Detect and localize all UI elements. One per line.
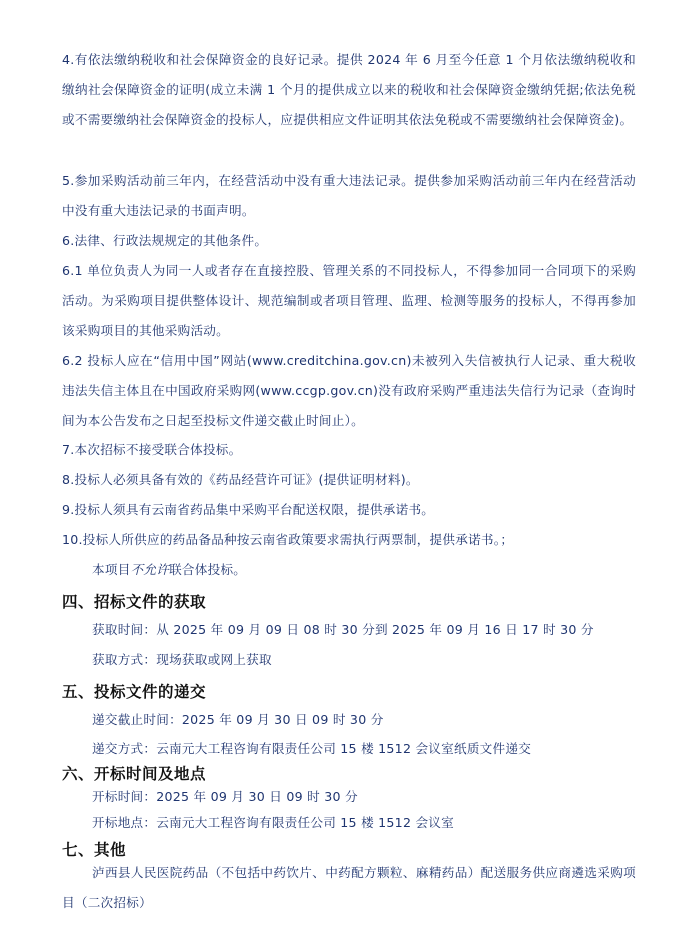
submission-deadline: 递交截止时间：2025 年 09 月 30 日 09 时 30 分 xyxy=(92,712,384,727)
section-7-heading: 七、其他 xyxy=(62,841,127,859)
requirement-6-2: 6.2 投标人应在“信用中国”网站(www.creditchina.gov.cn)未被列入失信被执行人记录、重大税收违法失信主体且在中国政府采购网(www.ccgp.gov.cn)没有政府采购严重违法失信行为记录（查询时间为本公告发布之日起至投标文件递交截止时间止）。 xyxy=(62,353,636,428)
consortium-statement xyxy=(92,555,636,585)
section-4-heading: 四、招标文件的获取 xyxy=(62,593,207,611)
section-6-heading: 六、开标时间及地点 xyxy=(62,765,207,783)
consortium-emphasis: 不允许 xyxy=(130,562,170,577)
opening-time: 开标时间：2025 年 09 月 30 日 09 时 30 分 xyxy=(92,789,358,804)
project-name-text: 泸西县人民医院药品（不包括中药饮片、中药配方颗粒、麻精药品）配送服务供应商遴选采购项目（二次招标） xyxy=(62,865,636,910)
consortium-suffix: 联合体投标。 xyxy=(169,562,247,577)
requirement-7: 7.本次招标不接受联合体投标。 xyxy=(62,442,242,457)
acquisition-method: 获取方式：现场获取或网上获取 xyxy=(92,652,272,667)
requirement-6: 6.法律、行政法规规定的其他条件。 xyxy=(62,233,268,248)
requirement-10: 10.投标人所供应的药品备品种按云南省政策要求需执行两票制，提供承诺书。； xyxy=(62,532,514,547)
consortium-prefix: 本项目 xyxy=(92,562,131,577)
requirement-4: 4.有依法缴纳税收和社会保障资金的良好记录。提供 2024 年 6 月至今任意 1 个月依法缴纳税收和缴纳社会保障资金的证明(成立未满 1 个月的提供成立以来的税收和社会保障资金缴纳凭据;依法免税或不需要缴纳社会保障资金的投标人，应提供相应文件证明其依法免税或不需要缴纳社会保障资金)。 xyxy=(62,52,636,127)
requirement-5: 5.参加采购活动前三年内，在经营活动中没有重大违法记录。提供参加采购活动前三年内在经营活动中没有重大违法记录的书面声明。 xyxy=(62,173,636,218)
section-5-heading: 五、投标文件的递交 xyxy=(62,683,207,701)
acquisition-time: 获取时间：从 2025 年 09 月 09 日 08 时 30 分到 2025 年 09 月 16 日 17 时 30 分 xyxy=(92,622,594,637)
submission-method: 递交方式：云南元大工程咨询有限责任公司 15 楼 1512 会议室纸质文件递交 xyxy=(92,741,532,756)
requirement-9: 9.投标人须具有云南省药品集中采购平台配送权限，提供承诺书。 xyxy=(62,502,435,517)
requirement-6-1: 6.1 单位负责人为同一人或者存在直接控股、管理关系的不同投标人，不得参加同一合同项下的采购活动。为采购项目提供整体设计、规范编制或者项目管理、监理、检测等服务的投标人，不得再参加该采购项目的其他采购活动。 xyxy=(62,263,636,338)
opening-place: 开标地点：云南元大工程咨询有限责任公司 15 楼 1512 会议室 xyxy=(92,815,454,830)
requirement-8: 8.投标人必须具备有效的《药品经营许可证》(提供证明材料)。 xyxy=(62,472,419,487)
